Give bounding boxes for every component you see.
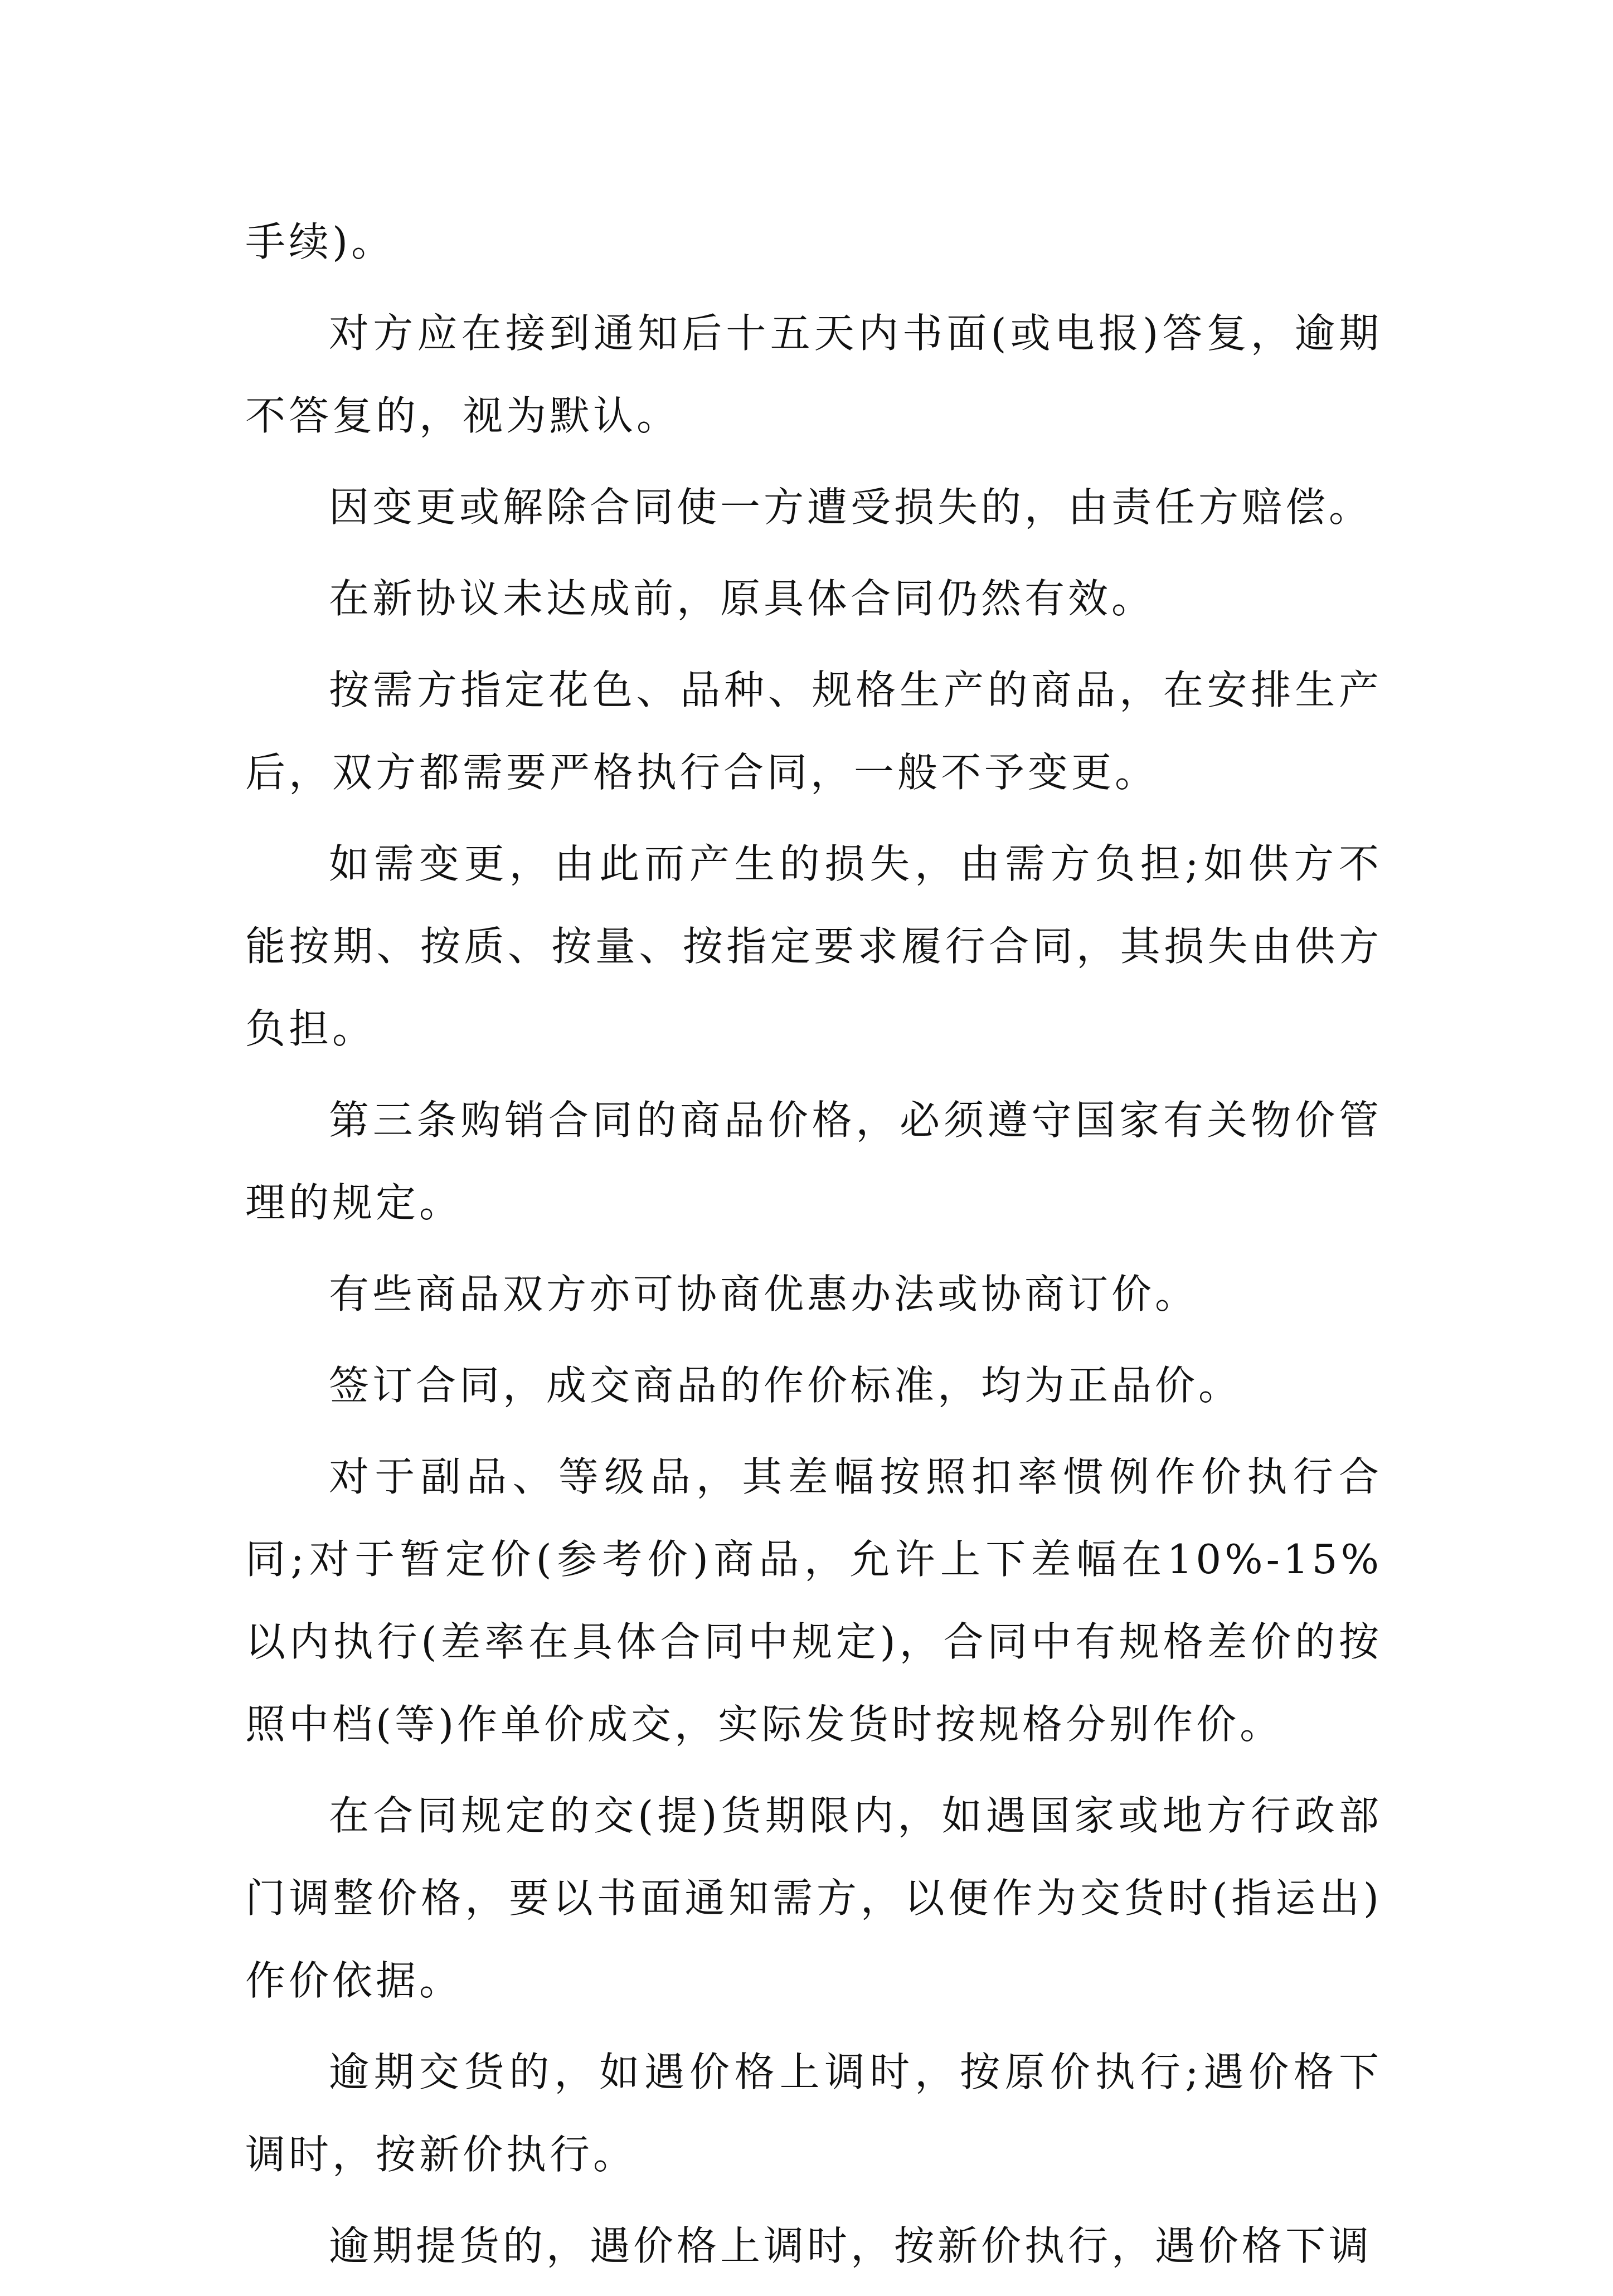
paragraph-change-losses: 如需变更，由此而产生的损失，由需方负担;如供方不能按期、按质、按量、按指定要求履行合同，其损失由供方负担。	[245, 840, 1382, 1052]
paragraph-continuation: 手续)。	[245, 218, 395, 265]
paragraph-loss-compensation: 因变更或解除合同使一方遭受损失的，由责任方赔偿。	[329, 484, 1373, 531]
paragraph-price-adjustment: 在合同规定的交(提)货期限内，如遇国家或地方行政部门调整价格，要以书面通知需方，以便作为交货时(指运出)作价依据。	[245, 1792, 1382, 2004]
paragraph-article-three: 第三条购销合同的商品价格，必须遵守国家有关物价管理的规定。	[245, 1097, 1382, 1226]
paragraph-late-delivery: 逾期交货的，如遇价格上调时，按原价执行;遇价格下调时，按新价执行。	[245, 2049, 1382, 2178]
paragraph-original-contract-valid: 在新协议未达成前，原具体合同仍然有效。	[329, 575, 1155, 622]
paragraph-pricing-standard: 签订合同，成交商品的作价标准，均为正品价。	[329, 1362, 1242, 1409]
paragraph-preferential-pricing: 有些商品双方亦可协商优惠办法或协商订价。	[329, 1271, 1199, 1317]
document-body	[245, 201, 1382, 2296]
paragraph-grade-pricing: 对于副品、等级品，其差幅按照扣率惯例作价执行合同;对于暂定价(参考价)商品，允许上下差幅在10%-15%以内执行(差率在具体合同中规定)，合同中有规格差价的按照中档(等)作单价成交，实际发货时按规格分别作价。	[245, 1453, 1382, 1748]
paragraph-late-pickup: 逾期提货的，遇价格上调时，按新价执行，遇价格下调	[329, 2222, 1373, 2269]
paragraph-specified-goods: 按需方指定花色、品种、规格生产的商品，在安排生产后，双方都需要严格执行合同，一般不予变更。	[245, 667, 1382, 796]
paragraph-reply-deadline: 对方应在接到通知后十五天内书面(或电报)答复，逾期不答复的，视为默认。	[245, 310, 1382, 439]
